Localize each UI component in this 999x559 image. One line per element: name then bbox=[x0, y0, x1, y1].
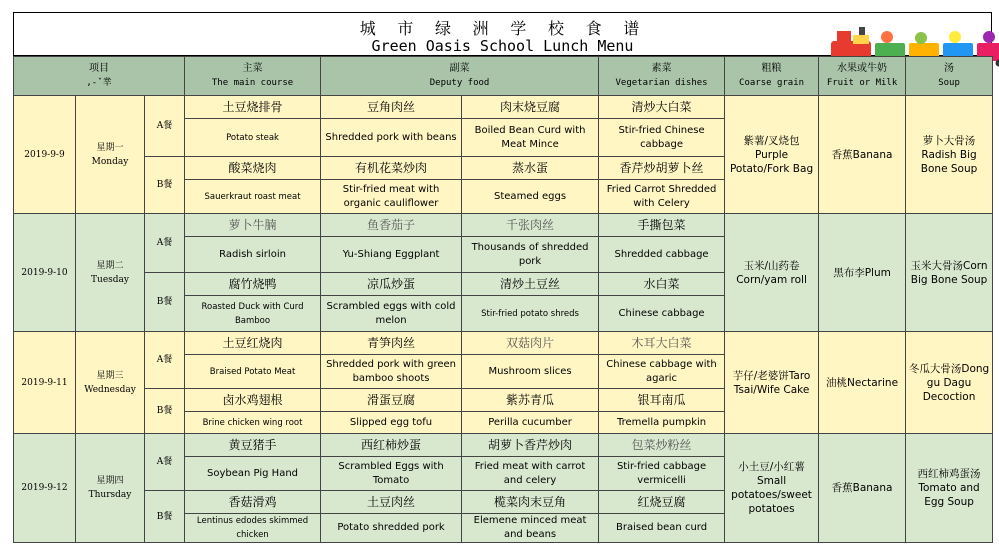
day-row bbox=[14, 96, 993, 119]
grain-cell: 小土豆/小红薯Small potatoes/sweet potatoes bbox=[725, 434, 819, 543]
header-main: 主菜 The main course bbox=[185, 57, 321, 96]
deputy-dish-cn: 鱼香茄子 bbox=[321, 214, 462, 237]
veg-dish-cn: 水白菜 bbox=[599, 273, 725, 296]
deputy-dish-en: Slipped egg tofu bbox=[321, 412, 462, 434]
main-dish-cn: 土豆烧排骨 bbox=[185, 96, 321, 119]
deputy-dish-cn: 青笋肉丝 bbox=[321, 332, 462, 355]
header-item: 项目 ,-ˇ丵 bbox=[14, 57, 185, 96]
deputy-dish-cn: 凉瓜炒蛋 bbox=[321, 273, 462, 296]
veg-dish-en: Braised bean curd bbox=[599, 514, 725, 543]
soup-cell: 西红柿鸡蛋汤Tomato and Egg Soup bbox=[906, 434, 993, 543]
veg-dish-en: Chinese cabbage with agaric bbox=[599, 355, 725, 389]
deputy-dish2-cn: 肉末烧豆腐 bbox=[462, 96, 599, 119]
main-dish-en: Roasted Duck with Curd Bamboo bbox=[185, 296, 321, 332]
grain-cell: 玉米/山药卷Corn/yam roll bbox=[725, 214, 819, 332]
deputy-dish-cn: 滑蛋豆腐 bbox=[321, 389, 462, 412]
veg-dish-cn: 银耳南瓜 bbox=[599, 389, 725, 412]
day-row bbox=[14, 214, 993, 237]
main-dish-en: Soybean Pig Hand bbox=[185, 457, 321, 491]
header-fruit: 水果或牛奶 Fruit or Milk bbox=[819, 57, 906, 96]
soup-cell: 玉米大骨汤Corn Big Bone Soup bbox=[906, 214, 993, 332]
deputy-dish2-cn: 榄菜肉末豆角 bbox=[462, 491, 599, 514]
day-row bbox=[14, 332, 993, 355]
deputy-dish-en: Shredded pork with green bamboo shoots bbox=[321, 355, 462, 389]
meal-b-label: B餐 bbox=[145, 273, 185, 332]
deputy-dish2-en: Thousands of shredded pork bbox=[462, 237, 599, 273]
deputy-dish-cn: 有机花菜炒肉 bbox=[321, 157, 462, 180]
title-english: Green Oasis School Lunch Menu bbox=[371, 37, 634, 55]
meal-a-label: A餐 bbox=[145, 434, 185, 491]
main-dish-en: Sauerkraut roast meat bbox=[185, 180, 321, 214]
header-veg: 素菜 Vegetarian dishes bbox=[599, 57, 725, 96]
main-dish-en: Lentinus edodes skimmed chicken bbox=[185, 514, 321, 543]
deputy-dish2-cn: 蒸水蛋 bbox=[462, 157, 599, 180]
weekday-cell: 星期三 Wednesday bbox=[76, 332, 145, 434]
veg-dish-cn: 木耳大白菜 bbox=[599, 332, 725, 355]
main-dish-en: Radish sirloin bbox=[185, 237, 321, 273]
veg-dish-cn: 包菜炒粉丝 bbox=[599, 434, 725, 457]
weekday-cell: 星期二 Tuesday bbox=[76, 214, 145, 332]
main-dish-cn: 黄豆猪手 bbox=[185, 434, 321, 457]
date-cell: 2019-9-11 bbox=[14, 332, 76, 434]
title-chinese: 城 市 绿 洲 学 校 食 谱 bbox=[359, 19, 646, 38]
deputy-dish2-en: Fried meat with carrot and celery bbox=[462, 457, 599, 491]
deputy-dish-en: Stir-fried meat with organic cauliflower bbox=[321, 180, 462, 214]
veg-dish-en: Stir-fried Chinese cabbage bbox=[599, 119, 725, 157]
deputy-dish2-cn: 紫苏青瓜 bbox=[462, 389, 599, 412]
fruit-cell: 香蕉Banana bbox=[819, 96, 906, 214]
deputy-dish-en: Scrambled Eggs with Tomato bbox=[321, 457, 462, 491]
date-cell: 2019-9-10 bbox=[14, 214, 76, 332]
veg-dish-cn: 红烧豆腐 bbox=[599, 491, 725, 514]
deputy-dish2-cn: 清炒土豆丝 bbox=[462, 273, 599, 296]
veg-dish-cn: 手撕包菜 bbox=[599, 214, 725, 237]
veg-dish-en: Stir-fried cabbage vermicelli bbox=[599, 457, 725, 491]
meal-a-label: A餐 bbox=[145, 96, 185, 157]
veg-dish-cn: 清炒大白菜 bbox=[599, 96, 725, 119]
veg-dish-en: Tremella pumpkin bbox=[599, 412, 725, 434]
main-dish-en: Brine chicken wing root bbox=[185, 412, 321, 434]
main-dish-en: Braised Potato Meat bbox=[185, 355, 321, 389]
date-cell: 2019-9-12 bbox=[14, 434, 76, 543]
deputy-dish2-en: Boiled Bean Curd with Meat Mince bbox=[462, 119, 599, 157]
deputy-dish2-en: Stir-fried potato shreds bbox=[462, 296, 599, 332]
day-row bbox=[14, 434, 993, 457]
deputy-dish-cn: 土豆肉丝 bbox=[321, 491, 462, 514]
deputy-dish2-en: Elemene minced meat and beans bbox=[462, 514, 599, 543]
header-grain: 粗粮 Coarse grain bbox=[725, 57, 819, 96]
weekday-cell: 星期四 Thursday bbox=[76, 434, 145, 543]
meal-a-label: A餐 bbox=[145, 332, 185, 389]
meal-b-label: B餐 bbox=[145, 157, 185, 214]
meal-a-label: A餐 bbox=[145, 214, 185, 273]
deputy-dish-en: Scrambled eggs with cold melon bbox=[321, 296, 462, 332]
deputy-dish-en: Yu-Shiang Eggplant bbox=[321, 237, 462, 273]
deputy-dish2-cn: 胡萝卜香芹炒肉 bbox=[462, 434, 599, 457]
meal-b-label: B餐 bbox=[145, 491, 185, 543]
main-dish-cn: 土豆红烧肉 bbox=[185, 332, 321, 355]
deputy-dish-cn: 豆角肉丝 bbox=[321, 96, 462, 119]
header-row bbox=[14, 57, 993, 96]
title-box bbox=[13, 12, 992, 56]
meal-b-label: B餐 bbox=[145, 389, 185, 434]
header-deputy: 副菜 Deputy food bbox=[321, 57, 599, 96]
weekday-cell: 星期一 Monday bbox=[76, 96, 145, 214]
main-dish-cn: 腐竹烧鸭 bbox=[185, 273, 321, 296]
deputy-dish-en: Shredded pork with beans bbox=[321, 119, 462, 157]
deputy-dish2-cn: 双菇肉片 bbox=[462, 332, 599, 355]
main-dish-en: Potato steak bbox=[185, 119, 321, 157]
soup-cell: 萝卜大骨汤Radish Big Bone Soup bbox=[906, 96, 993, 214]
main-dish-cn: 香菇滑鸡 bbox=[185, 491, 321, 514]
veg-dish-cn: 香芹炒胡萝卜丝 bbox=[599, 157, 725, 180]
fruit-cell: 香蕉Banana bbox=[819, 434, 906, 543]
veg-dish-en: Shredded cabbage bbox=[599, 237, 725, 273]
deputy-dish2-en: Perilla cucumber bbox=[462, 412, 599, 434]
grain-cell: 紫薯/叉烧包Purple Potato/Fork Bag bbox=[725, 96, 819, 214]
main-dish-cn: 酸菜烧肉 bbox=[185, 157, 321, 180]
deputy-dish2-en: Mushroom slices bbox=[462, 355, 599, 389]
menu-table bbox=[13, 56, 993, 543]
deputy-dish-en: Potato shredded pork bbox=[321, 514, 462, 543]
veg-dish-en: Fried Carrot Shredded with Celery bbox=[599, 180, 725, 214]
grain-cell: 芋仔/老婆饼Taro Tsai/Wife Cake bbox=[725, 332, 819, 434]
veg-dish-en: Chinese cabbage bbox=[599, 296, 725, 332]
header-soup: 汤 Soup bbox=[906, 57, 993, 96]
soup-cell: 冬瓜大骨汤Dong gu Dagu Decoction bbox=[906, 332, 993, 434]
deputy-dish2-en: Steamed eggs bbox=[462, 180, 599, 214]
deputy-dish2-cn: 千张肉丝 bbox=[462, 214, 599, 237]
fruit-cell: 黑布李Plum bbox=[819, 214, 906, 332]
main-dish-cn: 卤水鸡翅根 bbox=[185, 389, 321, 412]
deputy-dish-cn: 西红柿炒蛋 bbox=[321, 434, 462, 457]
fruit-cell: 油桃Nectarine bbox=[819, 332, 906, 434]
date-cell: 2019-9-9 bbox=[14, 96, 76, 214]
main-dish-cn: 萝卜牛腩 bbox=[185, 214, 321, 237]
